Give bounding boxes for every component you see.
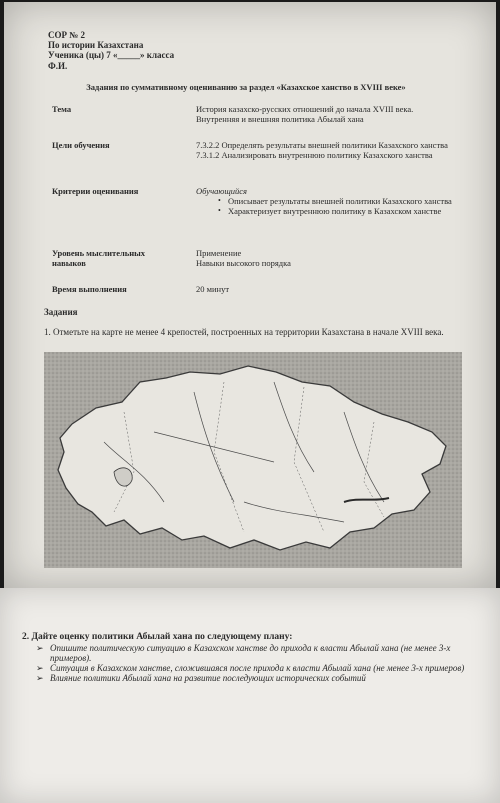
criteria-value — [196, 186, 458, 216]
task-2-item-3: Влияние политики Абылай хана на развитие последующих исторических событий — [50, 673, 366, 683]
time-value: 20 минут — [196, 284, 230, 294]
topic-text: История казахско-русских отношений до начала XVIII века. — [196, 104, 414, 114]
task-2-item-1: Опишите политическую ситуацию в Казахском ханстве до прихода к власти Абылай хана (не менее 3-х примеров). — [50, 643, 451, 663]
level-label-line2: навыков — [52, 258, 86, 268]
criteria-label: Критерии оценивания — [52, 186, 139, 196]
topic-value — [196, 104, 458, 124]
arrow-bullet-icon: ➢ — [36, 673, 44, 683]
criteria-intro: Обучающийся — [196, 186, 248, 196]
goal-2: 7.3.1.2 Анализировать внутреннюю политику Казахского ханства — [196, 150, 433, 160]
tasks-heading: Задания — [44, 307, 78, 317]
task-2-intro: 2. Дайте оценку политики Абылай хана по следующему плану: — [22, 632, 293, 642]
header-subject: По истории Казахстана — [48, 40, 144, 50]
header-sor: СОР № 2 — [48, 30, 86, 40]
worksheet-page-second — [0, 588, 500, 803]
bullet-icon: • — [218, 196, 221, 205]
level-2: Навыки высокого порядка — [196, 258, 291, 268]
topic-label: Тема — [52, 104, 72, 114]
criteria-item — [196, 196, 458, 206]
criteria-1: Описывает результаты внешней политики Казахского ханства — [228, 196, 452, 206]
header-student-class: Ученика (цы) 7 «_____» класса — [48, 50, 175, 60]
time-label: Время выполнения — [52, 284, 127, 294]
page-title: Задания по суммативному оцениванию за раздел «Казахское ханство в XVIII веке» — [86, 82, 406, 92]
task-2-item — [36, 643, 482, 663]
criteria-2: Характеризует внутреннюю политику в Казахском ханстве — [228, 206, 442, 216]
level-1: Применение — [196, 248, 242, 258]
goals-value — [196, 140, 458, 160]
kazakhstan-outline-map[interactable] — [44, 352, 462, 568]
task-2-item — [36, 673, 482, 683]
task-2 — [22, 632, 482, 683]
goal-1: 7.3.2.2 Определять результаты внешней политики Казахского ханства — [196, 140, 448, 150]
level-label — [52, 248, 145, 268]
header-name: Ф.И. — [48, 61, 68, 71]
task-1-text: 1. Отметьте на карте не менее 4 крепостей, построенных на территории Казахстана в начале XVIII века. — [44, 327, 444, 337]
criteria-item — [196, 206, 458, 216]
goals-label: Цели обучения — [52, 140, 110, 150]
level-label-line1: Уровень мыслительных — [52, 248, 146, 258]
arrow-bullet-icon: ➢ — [36, 643, 44, 653]
level-value — [196, 248, 458, 268]
task-2-item-2: Ситуация в Казахском ханстве, сложившаяся после прихода к власти Абылай хана (не менее 3-х примеров) — [50, 663, 465, 673]
arrow-bullet-icon: ➢ — [36, 663, 44, 673]
bullet-icon: • — [218, 206, 221, 215]
task-2-item — [36, 663, 482, 673]
topic-text-2: Внутренняя и внешняя политика Абылай хана — [196, 114, 364, 124]
